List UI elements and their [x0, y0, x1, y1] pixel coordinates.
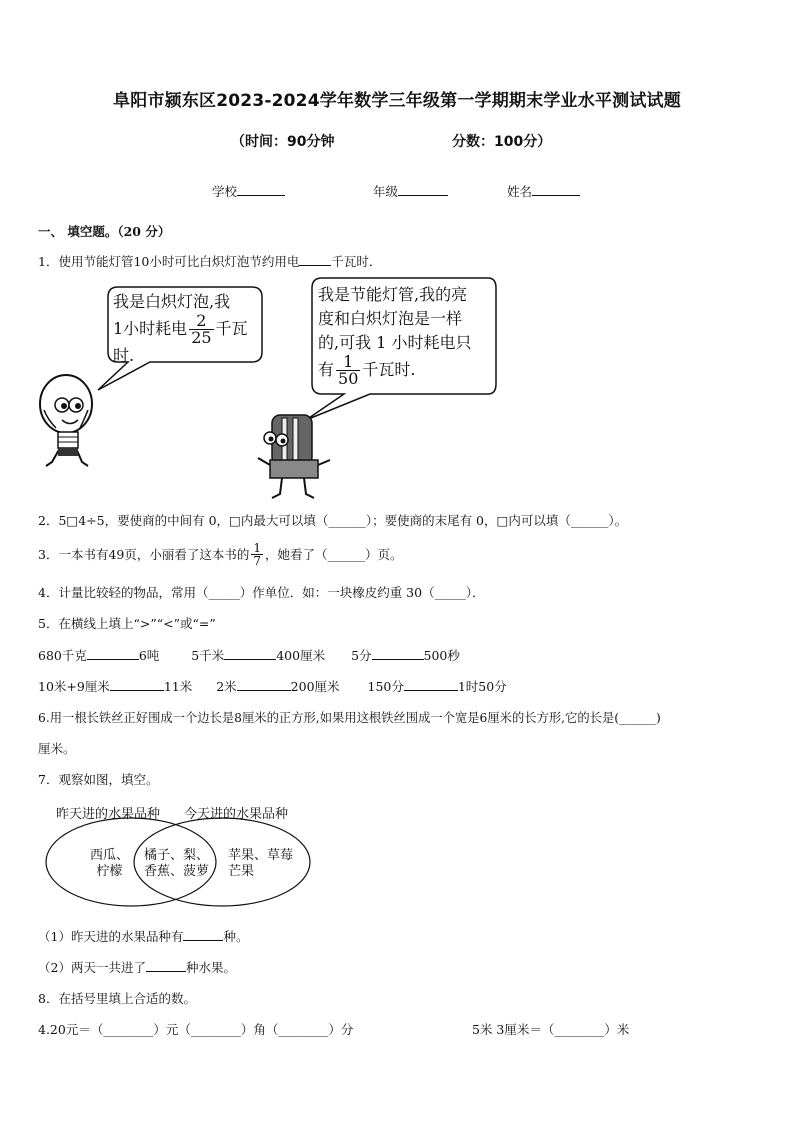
left-bubble-line-1: 我是白炽灯泡,我 [113, 292, 231, 311]
venn-label-yesterday: 昨天进的水果品种 [56, 807, 161, 822]
exam-score: 分数：100分） [452, 134, 552, 150]
right-bubble-line-3: 的,可我 1 小时耗电只 [318, 333, 472, 352]
venn-item: 苹果、草莓 [228, 848, 294, 863]
fraction-denominator: 25 [191, 327, 212, 347]
q7-sub-2 [38, 958, 236, 976]
question-6-line-2: 厘米。 [38, 741, 76, 756]
q7-sub-2-blank[interactable] [146, 959, 186, 972]
q7-sub-1-text: （1）昨天进的水果品种有 [38, 929, 184, 944]
q3-text-b: ，她看了（______）页。 [265, 547, 403, 562]
venn-both [144, 848, 209, 880]
question-7: 7．观察如图，填空。 [38, 772, 159, 787]
right-bubble-line-4b: 千瓦时. [362, 360, 416, 379]
q5-item: 500秒 [423, 648, 460, 663]
q7-sub-1-unit: 种。 [223, 929, 249, 944]
q5-item: 150分 [367, 679, 404, 694]
fraction-numerator: 1 [343, 351, 354, 371]
fraction-denominator: 7 [253, 553, 261, 568]
q5-item: 10米+9厘米 [38, 679, 110, 694]
left-bubble-line-3: 时. [113, 346, 135, 365]
right-bubble-line-4a: 有 [318, 360, 335, 379]
venn-left-only [90, 848, 129, 880]
q7-sub-2-unit: 种水果。 [185, 960, 236, 975]
q7-sub-1 [38, 927, 248, 945]
grade-label: 年级 [373, 184, 399, 199]
venn-item: 西瓜、 [90, 848, 130, 863]
q7-sub-1-blank[interactable] [183, 928, 223, 941]
question-6-line-1: 6.用一根长铁丝正好围成一个边长是8厘米的正方形,如果用这根铁丝围成一个宽是6厘米的长方形,它的长是(______) [38, 711, 661, 725]
venn-item: 橘子、梨、 [144, 848, 210, 863]
q3-text-a: 3．一本书有49页，小丽看了这本书的 [38, 547, 250, 562]
q5-item: 2米 [216, 679, 237, 694]
q5-item: 11米 [163, 679, 193, 694]
page-title: 阜阳市颍东区2023-2024学年数学三年级第一学期期末学业水平测试试题 [113, 91, 681, 111]
section-heading: 一、 填空题。（20 分） [38, 224, 171, 239]
fraction-denominator: 50 [338, 368, 359, 388]
name-label: 姓名 [507, 184, 533, 199]
question-8: 8．在括号里填上合适的数。 [38, 991, 196, 1006]
question-4: 4．计量比较轻的物品，常用（_____）作单位．如：一块橡皮约重 30（_____）． [38, 585, 485, 600]
venn-item: 芒果 [228, 864, 255, 879]
right-bubble-line-1: 我是节能灯管,我的亮 [318, 285, 468, 304]
q5-item: 5分 [351, 648, 372, 663]
left-bubble-line-2a: 1小时耗电 [113, 319, 188, 338]
venn-item: 柠檬 [96, 864, 123, 879]
q1-text-a: 1．使用节能灯管10小时可比白炽灯泡节约用电 [38, 254, 300, 269]
venn-label-today: 今天进的水果品种 [184, 807, 289, 822]
q5-item: 200厘米 [290, 679, 340, 694]
right-bubble-line-2: 度和白炽灯泡是一样 [318, 309, 463, 328]
venn-item: 香蕉、菠萝 [144, 864, 210, 879]
fraction-numerator: 2 [196, 310, 207, 330]
exam-time: （时间：90分钟 [231, 134, 335, 150]
q5-item: 680千克 [38, 648, 87, 663]
q7-sub-2-text: （2）两天一共进了 [38, 960, 146, 975]
q5-item: 1时50分 [457, 679, 507, 694]
left-bubble-line-2b: 千瓦 [215, 319, 248, 338]
q8-left: 4.20元＝（________）元（________）角（________）分 [38, 1022, 354, 1037]
q5-item: 6吨 [138, 648, 160, 663]
q5-item: 400厘米 [276, 648, 326, 663]
fraction-numerator: 1 [253, 540, 261, 555]
venn-right-only [228, 848, 293, 880]
question-2: 2．5□4÷5，要使商的中间有 0，□内最大可以填（______）；要使商的末尾有 0，□内可以填（______）。 [38, 513, 628, 528]
q8-right: 5米 3厘米＝（________）米 [472, 1022, 630, 1037]
question-5: 5．在横线上填上“>”“<”或“=” [38, 616, 216, 631]
q5-item: 5千米 [191, 648, 225, 663]
q1-text-b: 千瓦时． [331, 254, 382, 269]
school-label: 学校 [212, 184, 238, 199]
